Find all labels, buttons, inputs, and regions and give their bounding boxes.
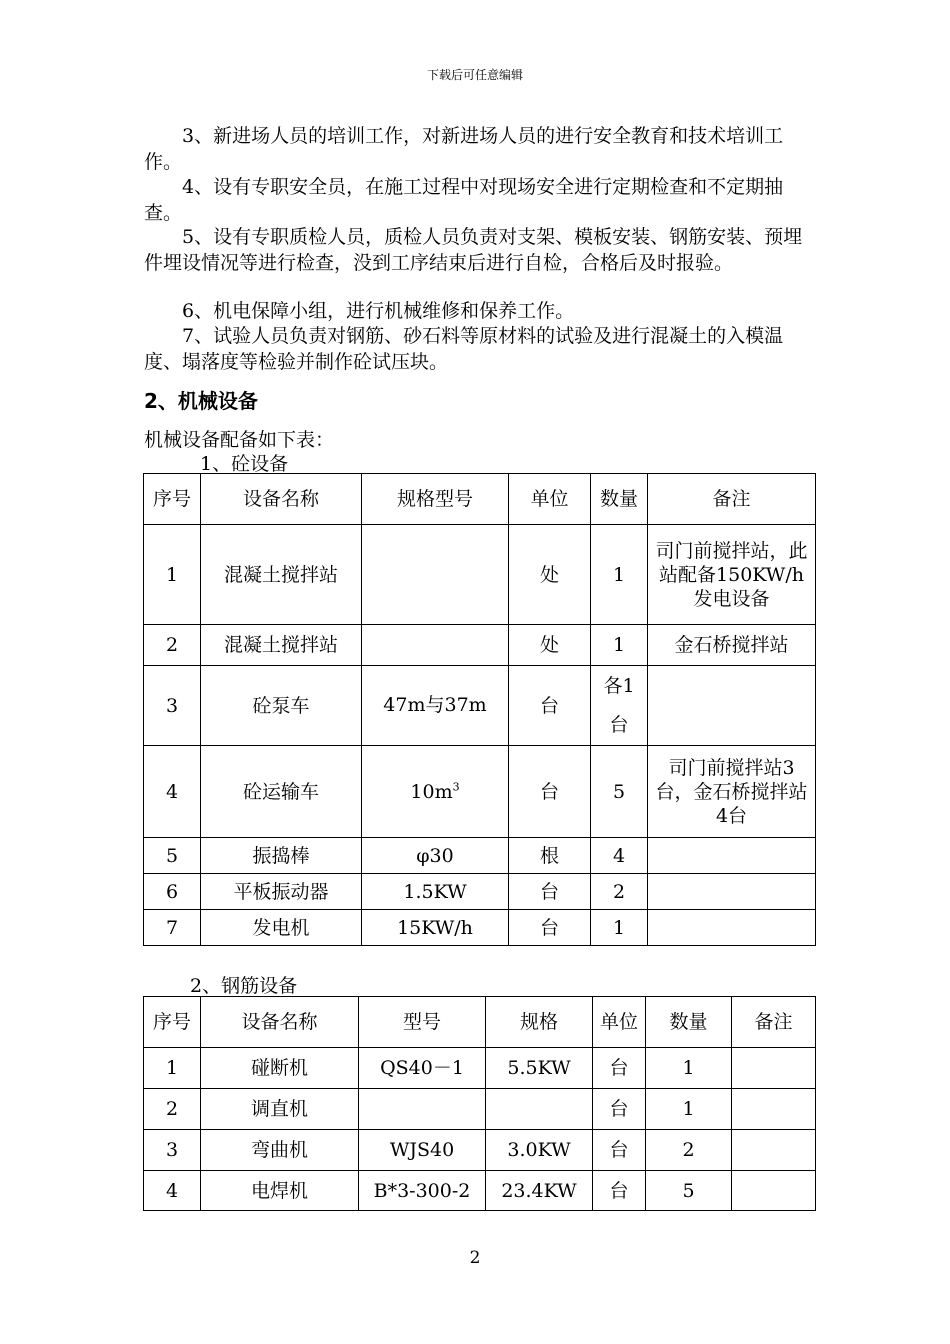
table-row — [144, 1130, 816, 1171]
table-cell: 混凝土搅拌站 — [201, 525, 362, 625]
section-heading: 2、机械设备 — [144, 389, 258, 413]
table-row — [144, 874, 816, 910]
table-cell: 23.4KW — [486, 1171, 593, 1211]
table-cell: 5 — [144, 838, 201, 874]
intro-text: 机械设备配备如下表： — [144, 429, 335, 451]
table-row — [144, 746, 816, 838]
table-cell: 根 — [509, 838, 591, 874]
table-cell: QS40－1 — [359, 1048, 486, 1089]
table-cell — [362, 525, 509, 625]
header-cell: 数量 — [646, 997, 732, 1048]
table-cell: 调直机 — [201, 1089, 359, 1130]
table-cell — [732, 1089, 816, 1130]
table-cell: 4 — [144, 746, 201, 838]
table-cell: 平板振动器 — [201, 874, 362, 910]
paragraph-3: 3、新进场人员的培训工作，对新进场人员的进行安全教育和技术培训工作。 — [144, 125, 784, 173]
table-cell — [732, 1130, 816, 1171]
table-cell: 处 — [509, 625, 591, 666]
header-cell: 设备名称 — [201, 474, 362, 525]
paragraph-7: 7、试验人员负责对钢筋、砂石料等原材料的试验及进行混凝土的入模温度、塌落度等检验并制作砼试压块。 — [144, 325, 784, 373]
page-header: 下载后可任意编辑 — [426, 68, 523, 82]
table-cell: 2 — [591, 874, 648, 910]
paragraph-4: 4、设有专职安全员，在施工过程中对现场安全进行定期检查和不定期抽查。 — [144, 176, 784, 224]
table-cell — [359, 1089, 486, 1130]
table-cell: 1 — [144, 1048, 201, 1089]
paragraph-6: 6、机电保障小组，进行机械维修和保养工作。 — [182, 300, 575, 322]
header-cell: 单位 — [509, 474, 591, 525]
page-number: 2 — [469, 1248, 481, 1268]
table-cell: 2 — [144, 625, 201, 666]
table-cell: 处 — [509, 525, 591, 625]
header-cell: 数量 — [591, 474, 648, 525]
table-cell — [732, 1048, 816, 1089]
header-cell: 设备名称 — [201, 997, 359, 1048]
table-cell: 台 — [593, 1089, 646, 1130]
table-cell: 5 — [646, 1171, 732, 1211]
header-cell: 序号 — [144, 997, 201, 1048]
table-cell: 碰断机 — [201, 1048, 359, 1089]
table-cell: 5 — [591, 746, 648, 838]
table-cell — [648, 666, 816, 746]
table-cell: 砼泵车 — [201, 666, 362, 746]
table-cell: 47m与37m — [362, 666, 509, 746]
table-cell: 4 — [144, 1171, 201, 1211]
concrete-equipment-table — [143, 473, 816, 946]
table-cell: WJS40 — [359, 1130, 486, 1171]
cubic-superscript: 3 — [452, 780, 460, 794]
table-cell — [648, 910, 816, 946]
table-cell: 2 — [144, 1089, 201, 1130]
table-row — [144, 1089, 816, 1130]
header-cell: 规格 — [486, 997, 593, 1048]
table-cell: 台 — [509, 910, 591, 946]
header-cell: 备注 — [732, 997, 816, 1048]
table-cell: 司门前搅拌站3台，金石桥搅拌站4台 — [648, 746, 816, 838]
table-cell: B*3-300-2 — [359, 1171, 486, 1211]
table-header-row — [144, 474, 816, 525]
table-row — [144, 1048, 816, 1089]
table2-caption: 2、钢筋设备 — [190, 975, 298, 997]
table-cell: 1 — [144, 525, 201, 625]
table-cell — [486, 1089, 593, 1130]
rebar-equipment-table — [143, 996, 816, 1211]
table-cell: 台 — [593, 1171, 646, 1211]
table-cell: 5.5KW — [486, 1048, 593, 1089]
table-cell: 3.0KW — [486, 1130, 593, 1171]
table-row — [144, 910, 816, 946]
table-cell: 3 — [144, 666, 201, 746]
table-cell: 4 — [591, 838, 648, 874]
table-header-row — [144, 997, 816, 1048]
table-cell: 1 — [591, 910, 648, 946]
table-cell: 发电机 — [201, 910, 362, 946]
table-cell: 弯曲机 — [201, 1130, 359, 1171]
table-cell: φ30 — [362, 838, 509, 874]
header-cell: 备注 — [648, 474, 816, 525]
table-cell: 台 — [593, 1130, 646, 1171]
table-cell — [362, 625, 509, 666]
table-row — [144, 525, 816, 625]
table-row — [144, 838, 816, 874]
table-cell: 7 — [144, 910, 201, 946]
table-cell: 6 — [144, 874, 201, 910]
table-cell: 金石桥搅拌站 — [648, 625, 816, 666]
table-cell — [648, 874, 816, 910]
table-cell — [732, 1171, 816, 1211]
table-cell: 各1台 — [591, 666, 648, 746]
paragraph-5: 5、设有专职质检人员，质检人员负责对支架、模板安装、钢筋安装、预埋件埋设情况等进行检查，没到工序结束后进行自检，合格后及时报验。 — [144, 226, 803, 274]
header-cell: 单位 — [593, 997, 646, 1048]
header-cell: 型号 — [359, 997, 486, 1048]
table-row — [144, 666, 816, 746]
table-row — [144, 625, 816, 666]
table-cell: 台 — [509, 666, 591, 746]
table-cell: 混凝土搅拌站 — [201, 625, 362, 666]
table-cell: 1.5KW — [362, 874, 509, 910]
table-cell — [362, 746, 509, 838]
table-cell: 台 — [509, 874, 591, 910]
table-cell: 砼运输车 — [201, 746, 362, 838]
table-cell: 1 — [646, 1048, 732, 1089]
table-cell: 台 — [593, 1048, 646, 1089]
table-cell: 2 — [646, 1130, 732, 1171]
table-cell: 1 — [591, 625, 648, 666]
header-cell: 序号 — [144, 474, 201, 525]
table-row — [144, 1171, 816, 1211]
table-cell: 3 — [144, 1130, 201, 1171]
table-cell: 1 — [591, 525, 648, 625]
table-cell: 司门前搅拌站，此站配备150KW/h发电设备 — [648, 525, 816, 625]
table-cell: 15KW/h — [362, 910, 509, 946]
table1-caption: 1、砼设备 — [200, 453, 289, 475]
volume-value: 10m — [410, 780, 453, 803]
table-cell: 1 — [646, 1089, 732, 1130]
table-cell: 振捣棒 — [201, 838, 362, 874]
table-cell — [648, 838, 816, 874]
table-cell: 电焊机 — [201, 1171, 359, 1211]
header-cell: 规格型号 — [362, 474, 509, 525]
table-cell: 台 — [509, 746, 591, 838]
